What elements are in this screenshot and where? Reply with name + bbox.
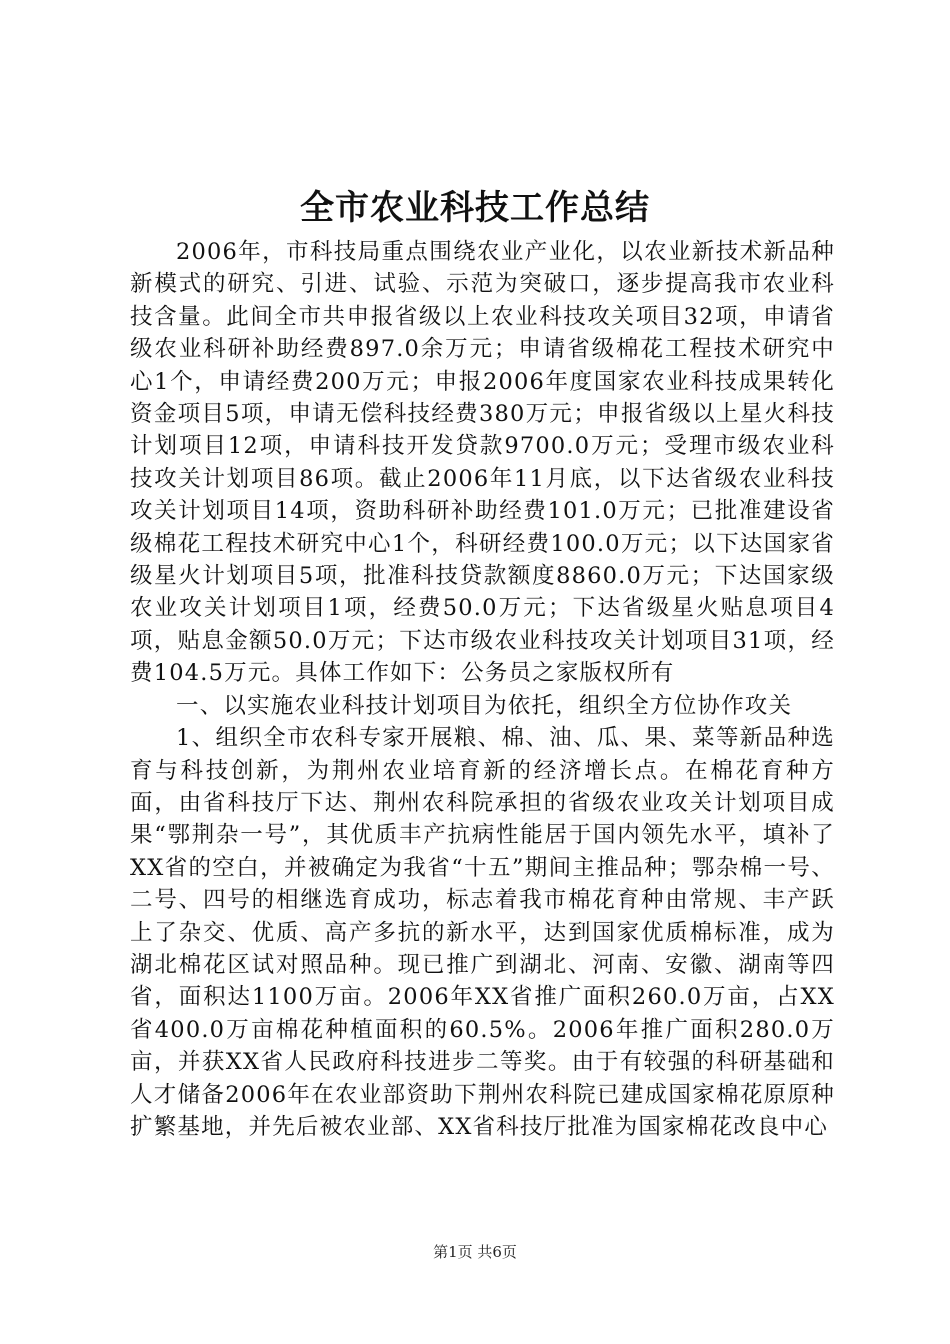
paragraph-item-1: 1、组织全市农科专家开展粮、棉、油、瓜、果、菜等新品种选育与科技创新，为荆州农业培育新的经济增长点。在棉花育种方面，由省科技厅下达、荆州农科院承担的省级农业攻关计划项目成果“鄂荆杂一号”，其优质丰产抗病性能居于国内领先水平，填补了XX省的空白，并被确定为我省“十五”期间主推品种；鄂杂棉一号、二号、四号的相继选育成功，标志着我市棉花育种由常规、丰产跃上了杂交、优质、高产多抗的新水平，达到国家优质棉标准，成为湖北棉花区试对照品种。现已推广到湖北、河南、安徽、湖南等四省，面积达1100万亩。2006年XX省推广面积260.0万亩，占XX省400.0万亩棉花种植面积的60.5%。2006年推广面积280.0万亩，并获XX省人民政府科技进步二等奖。由于有较强的科研基础和人才储备2006年在农业部资助下荆州农科院已建成国家棉花原原种扩繁基地，并先后被农业部、XX省科技厅批准为国家棉花改良中心 (130, 725, 835, 1140)
page-footer: 第1页 共6页 (433, 1243, 517, 1261)
document-body (130, 236, 835, 1143)
paragraph-section-heading: 一、以实施农业科技计划项目为依托，组织全方位协作攻关 (176, 692, 793, 719)
document-title: 全市农业科技工作总结 (300, 188, 650, 228)
paragraph-intro: 2006年，市科技局重点围绕农业产业化，以农业新技术新品种新模式的研究、引进、试验、示范为突破口，逐步提高我市农业科技含量。此间全市共申报省级以上农业科技攻关项目32项，申请省级农业科研补助经费897.0余万元；申请省级棉花工程技术研究中心1个，申请经费200万元；申报2006年度国家农业科技成果转化资金项目5项，申请无偿科技经费380万元；申报省级以上星火科技计划项目12项，申请科技开发贷款9700.0万元；受理市级农业科技攻关计划项目86项。截止2006年11月底，以下达省级农业科技攻关计划项目14项，资助科研补助经费101.0万元；已批准建设省级棉花工程技术研究中心1个，科研经费100.0万元；以下达国家省级星火计划项目5项，批准科技贷款额度8860.0万元；下达国家级农业攻关计划项目1项，经费50.0万元；下达省级星火贴息项目4项，贴息金额50.0万元；下达市级农业科技攻关计划项目31项，经费104.5万元。具体工作如下：公务员之家版权所有 (130, 239, 835, 687)
